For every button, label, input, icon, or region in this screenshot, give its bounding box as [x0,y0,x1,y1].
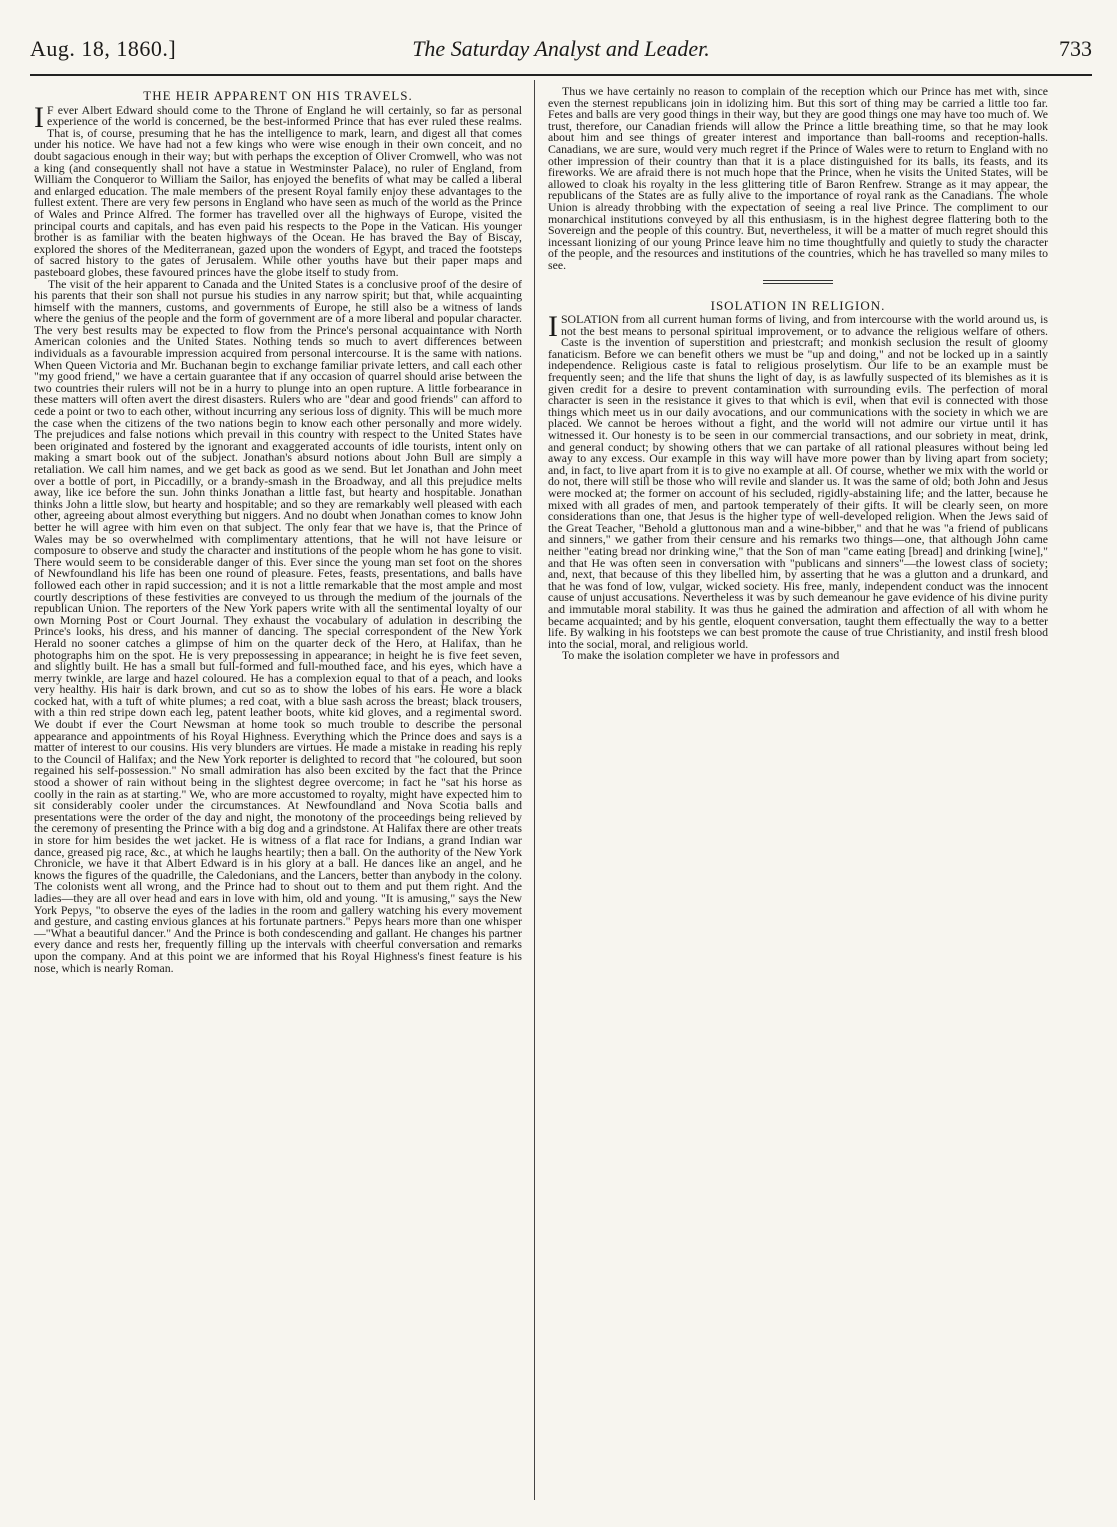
drop-cap: I [548,310,558,344]
issue-date: Aug. 18, 1860.] [30,36,177,61]
article-paragraph [548,310,1048,651]
article-headline-isolation: ISOLATION IN RELIGION. [710,297,886,313]
publication-title: The Saturday Analyst and Leader. [412,36,710,61]
article-paragraph [34,100,522,279]
column-divider [534,80,535,1500]
left-column [34,86,522,974]
right-column [548,86,1048,662]
paragraph-text: SOLATION from all current human forms of living, and from intercourse with the world around us, is not the best means to personal spiritual improvement, or to advance the religious welfare of others. Caste is the invention of superstition and priestcraft; and monkish seclusion the result of gloomy fanaticism. Before we can benefit others we must be "up and doing," and not be locked up in a saintly independence. Religious caste is fatal to religious proselytism. Our life to be an example must be frequently seen; and the life that shuns the light of day, is as lawfully suspected of its blemishes as it is given credit for a desire to prevent contamination with surrounding evils. The perfection of moral character is seen in the resistance it gives to that which is evil, when that evil is connected with those things which meet us in our daily avocations, and our communications with the society in which we are placed. We cannot be heroes without a fight, and the world will not admire our virtue until it has witnessed it. Our honesty is to be seen in our commercial transactions, and our sobriety in meat, drink, and general conduct; by showing others that we can partake of all rational pleasures without being led away to any excess. Our example in this way will have more power than by living apart from society; and, in fact, to live apart from it is to give no example at all. Of course, whether we mix with the world or do not, there will still be those who will revile and slander us. It was the same of old; both John and Jesus were mocked at; the former on account of his secluded, rigidly-abstaining life; and the latter, because he mixed with all grades of men, and partook temperately of their gifts. It will be clearly seen, on more considerations than one, that Jesus is the higher type of well-developed religion. When the Jews said of the Great Teacher, "Behold a gluttonous man and a wine-bibber," and that he was "a friend of publicans and sinners," we gather from their censure and his remarks two things—one, that although John came neither "eating bread nor drinking wine," that the Son of man "came eating [bread] and drinking [wine]," and that He was often seen in conversation with "publicans and sinners"—the lowest class of society; and, next, that because of this they libelled him, by asserting that he was a glutton and a drunkard, and that he was fond of low, vulgar, wicked society. His free, manly, independent conduct was the innocent cause of unjust accusations. Nevertheless it was by such demeanour he gave evidence of his divine purity and immutable moral stability. It was thus he gained the admiration and affection of all with whom he became acquainted; and by his gentle, eloquent conversation, taught them effectually the way to a better life. By walking in his footsteps we can best promote the cause of true Christianity, and instil fresh blood into the social, moral, and religious world. [548,312,1048,651]
paragraph-text: F ever Albert Edward should come to the Throne of England he will certainly, so far as personal experience of the world is concerned, be the best-informed Prince that has ever ruled these realms. That is, of course, presuming that he has the intelligence to mark, learn, and digest all that comes under his notice. We have had not a few kings who were wise enough in their own conceit, and no doubt sagacious enough in their way; but with perhaps the exception of Oliver Cromwell, who was not a king (and consequently shall not have a statue in Westminster Palace), no ruler of England, from William the Conqueror to William the Sailor, has enjoyed the benefits of what may be called a liberal and enlarged education. The male members of the present Royal family enjoy these advantages to the fullest extent. There are very few persons in England who have seen as much of the world as the Prince of Wales and Prince Alfred. The former has travelled over all the highways of Europe, visited the principal courts and capitals, and has even paid his respects to the Pope in the Vatican. His younger brother is as familiar with the beaten highways of the Ocean. He has braved the Bay of Biscay, explored the shores of the Mediterranean, gazed upon the wonders of Egypt, and traced the footsteps of sacred history to the gates of Jerusalem. While other youths have but their paper maps and pasteboard globes, these favoured princes have the globe itself to study from. [34,102,522,279]
header-rule [30,74,1092,76]
section-separator [763,280,833,284]
drop-cap: I [34,100,44,134]
page-number: 733 [1059,36,1092,61]
masthead [30,36,1092,70]
article-paragraph: The visit of the heir apparent to Canada and the United States is a conclusive proof of the desire of his parents that their son shall not pursue his studies in any narrow spirit; but that, while acquainting himself with the manners, customs, and governments of Europe, he still also be a witness of lands where the genius of the people and the form of government are of a more liberal and popular character. The very best results may be expected to flow from the Prince's personal acquaintance with North American colonies and the United States. Nothing tends so much to avert differences between individuals as a favourable impression acquired from personal intercourse. It is the same with nations. When Queen Victoria and Mr. Buchanan begin to exchange familiar private letters, and call each other "my good friend," we have a certain guarantee that if any occasion of quarrel should arise between the two countries their rulers will not be in a hurry to plunge into an open rupture. A little forbearance in these matters will often avert the direst disasters. Rulers who are "dear and good friends" can afford to cede a point or two to each other, without incurring any serious loss of dignity. This will be much more the case when the citizens of the two nations begin to know each other personally and more widely. The prejudices and false notions which prevail in this country with respect to the United States have been originated and fostered by the ignorant and exaggerated accounts of idle tourists, intent only on making a smart book out of the subject. Jonathan's absurd notions about John Bull are simply a retaliation. We call him names, and we get back as good as we send. But let Jonathan and John meet over a bottle of port, in Piccadilly, or a brandy-smash in the Broadway, and all this prejudice melts away, like ice before the sun. John thinks Jonathan a little fast, but hearty and hospitable. Jonathan thinks John a little slow, but hearty and hospitable; and so they are remarkably well pleased with each other, agreeing about almost everything but niggers. And no doubt when Jonathan comes to know John better he will agree with him even on that subject. The only fear that we have is, that the Prince of Wales may be so overwhelmed with complimentary attentions, that he will not have leisure or composure to observe and study the character and institutions of the people whom he has gone to visit. There would seem to be considerable danger of this. Ever since the young man set foot on the shores of Newfoundland his life has been one round of pleasure. Fetes, feasts, presentations, and balls have followed each other in rapid succession; and it is not a little remarkable that the most ample and most courtly descriptions of these festivities are conveyed to us through the medium of the journals of the republican Union. The reporters of the New York papers write with all the sentimental loyalty of our own Morning Post or Court Journal. They exhaust the vocabulary of adulation in describing the Prince's looks, his dress, and his manner of dancing. The special correspondent of the New York Herald no sooner catches a glimpse of him on the quarter deck of the Hero, at Halifax, than he photographs him on the spot. He is very prepossessing in appearance; in height he is five feet seven, and slightly built. He has a small but full-formed and full-mouthed face, and his eyes, which have a merry twinkle, are large and hazel coloured. He has a complexion equal to that of a peach, and looks very healthy. His hair is dark brown, and cut so as to show the lobes of his ears. He wore a black cocked hat, with a tuft of white plumes; a red coat, with a blue sash across the breast; black trousers, with a thin red stripe down each leg, patent leather boots, white kid gloves, and a regimental sword. We doubt if ever the Court Newsman at home took so much trouble to describe the personal appearance and appointments of his Royal Highness. Everything which the Prince does and says is a matter of interest to our cousins. His very blunders are virtues. He made a mistake in reading his reply to the Council of Halifax; and the New York reporter is delighted to record that "he coloured, but soon regained his self-possession." No small admiration has also been excited by the fact that the Prince stood a shower of rain without being in the slightest degree overcome; in fact he "sat his horse as coolly in the rain as at starting." We, who are more accustomed to royalty, might have expected him to sit considerably cooler under the circumstances. At Newfoundland and Nova Scotia balls and presentations were the order of the day and night, the monotony of the proceedings being relieved by the ceremony of presenting the Prince with a big dog and a grindstone. At Halifax there are other treats in store for him besides the wet jacket. He is witness of a flat race for Indians, a grand Indian war dance, greased pig race, &c., at which he laughs heartily; then a ball. On the authority of the New York Chronicle, we have it that Albert Edward is in his glory at a ball. He dances like an angel, and he knows the figures of the quadrille, the Caledonians, and the Lancers, better than anybody in the colony. The colonists went all wrong, and the Prince had to shout out to them and put them right. And the ladies—they are all over head and ears in love with him, old and young. "It is amusing," says the New York Pepys, "to observe the eyes of the ladies in the room and gallery watching his every movement and gesture, and casting envious glances at his fortunate partners." Pepys hears more than one whisper—"What a beautiful dancer." And the Prince is both condescending and gallant. He changes his partner every dance and rests her, frequently filling up the intervals with cheerful conversation and remarks upon the company. And at this point we are informed that his Royal Highness's finest feature is his nose, which is nearly Roman. [34,276,522,975]
article-headline-heir: THE HEIR APPARENT ON HIS TRAVELS. [143,88,413,103]
article-paragraph: Thus we have certainly no reason to complain of the reception which our Prince has met with, since even the sternest republicans join in idolizing him. But this sort of thing may be carried a little too far. Fetes and balls are very good things in their way, but they are good things one may have too much of. We trust, therefore, our Canadian friends will allow the Prince a little breathing time, so that he may look about him and see things of greater interest and importance than ball-rooms and reception-halls. Canadians, we are sure, would very much regret if the Prince of Wales were to return to England with no other impression of their country than that it is a place distinguished for its balls, its feasts, and its fireworks. We are afraid there is not much hope that the Prince, when he visits the United States, will be allowed to cloak his royalty in the less glittering title of Baron Renfrew. Strange as it may appear, the republicans of the States are as fully alive to the importance of royal rank as the Canadians. The whole Union is already throbbing with the expectation of seeing a real live Prince. The compliment to our monarchical institutions conveyed by all this enthusiasm, is in the highest degree flattering both to the Sovereign and the people of this country. But, nevertheless, it will be a matter of much regret should this incessant lionizing of our young Prince leave him no time thoughtfully and quietly to study the character of the people, and the resources and institutions of the countries, which he has travelled so many miles to see. [548,84,1048,272]
article-paragraph: To make the isolation completer we have in professors and [562,648,840,663]
